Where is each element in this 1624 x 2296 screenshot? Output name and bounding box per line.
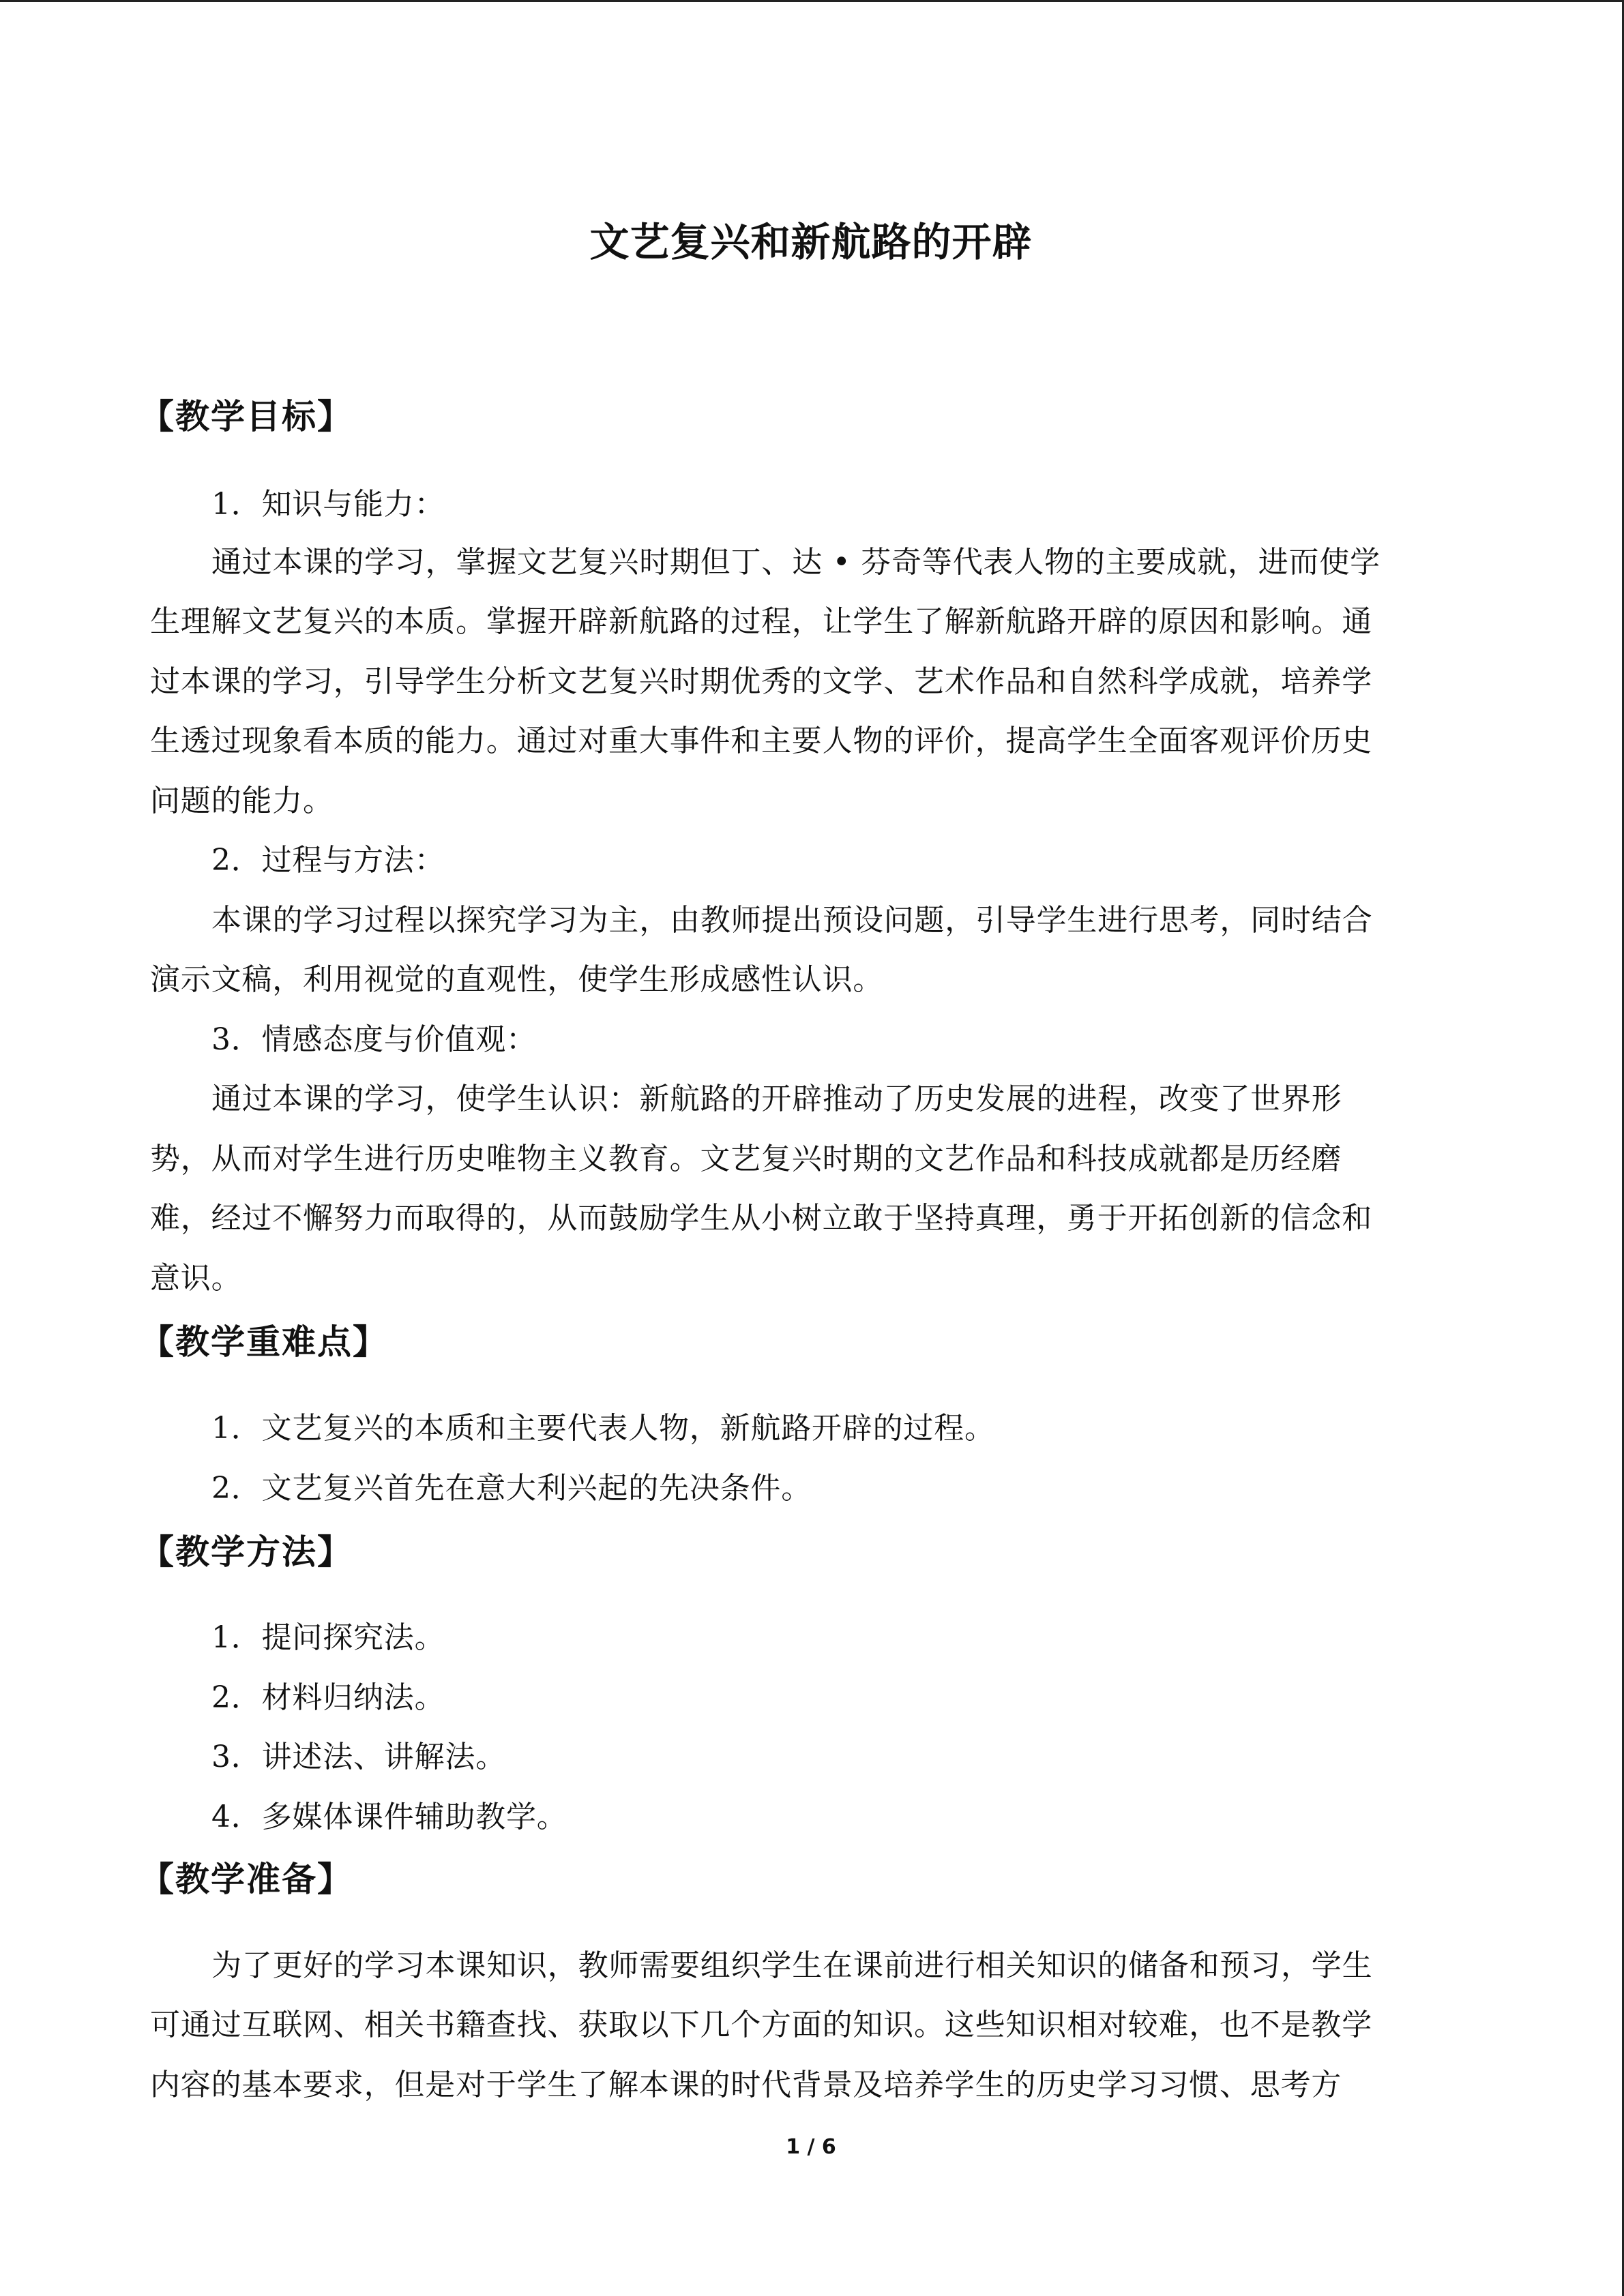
paragraph-line: 本课的学习过程以探究学习为主，由教师提出预设问题，引导学生进行思考，同时结合 [211,903,1373,938]
section-heading-preparation: 【教学准备】 [140,1860,353,1899]
section-heading-objectives: 【教学目标】 [140,397,353,436]
section-heading-methods: 【教学方法】 [140,1532,353,1572]
list-item: 1．提问探究法。 [211,1620,445,1655]
subheading-values: 3．情感态度与价值观： [211,1022,537,1057]
subheading-process: 2．过程与方法： [211,843,445,878]
list-item: 1．文艺复兴的本质和主要代表人物，新航路开辟的过程。 [211,1411,995,1446]
paragraph-line: 意识。 [150,1261,242,1296]
paragraph-line: 生理解文艺复兴的本质。掌握开辟新航路的过程，让学生了解新航路开辟的原因和影响。通 [150,604,1372,639]
paragraph-line: 为了更好的学习本课知识，教师需要组织学生在课前进行相关知识的储备和预习，学生 [211,1948,1373,1983]
list-item: 2．材料归纳法。 [211,1680,445,1715]
paragraph-line: 演示文稿，利用视觉的直观性，使学生形成感性认识。 [150,962,884,997]
paragraph-line: 内容的基本要求，但是对于学生了解本课的时代背景及培养学生的历史学习习惯、思考方 [150,2068,1342,2102]
paragraph-line: 通过本课的学习，掌握文艺复兴时期但丁、达 • 芬奇等代表人物的主要成就，进而使学 [211,545,1381,580]
subheading-knowledge: 1．知识与能力： [211,487,445,522]
section-heading-key-points: 【教学重难点】 [140,1322,388,1362]
paragraph-line: 生透过现象看本质的能力。通过对重大事件和主要人物的评价，提高学生全面客观评价历史 [150,724,1372,758]
paragraph-line: 可通过互联网、相关书籍查找、获取以下几个方面的知识。这些知识相对较难，也不是教学 [150,2008,1372,2042]
paragraph-line: 势，从而对学生进行历史唯物主义教育。文艺复兴时期的文艺作品和科技成就都是历经磨 [150,1142,1342,1176]
document-title: 文艺复兴和新航路的开辟 [589,219,1033,265]
list-item: 2．文艺复兴首先在意大利兴起的先决条件。 [211,1471,812,1506]
list-item: 3．讲述法、讲解法。 [211,1740,506,1774]
page-indicator: 1 / 6 [786,2135,836,2159]
paragraph-line: 难，经过不懈努力而取得的，从而鼓励学生从小树立敢于坚持真理，勇于开拓创新的信念和 [150,1201,1372,1236]
paragraph-line: 过本课的学习，引导学生分析文艺复兴时期优秀的文学、艺术作品和自然科学成就，培养学 [150,664,1372,699]
paragraph-line: 问题的能力。 [150,784,334,818]
paragraph-line: 通过本课的学习，使学生认识：新航路的开辟推动了历史发展的进程，改变了世界形 [211,1082,1342,1116]
list-item: 4．多媒体课件辅助教学。 [211,1800,567,1834]
